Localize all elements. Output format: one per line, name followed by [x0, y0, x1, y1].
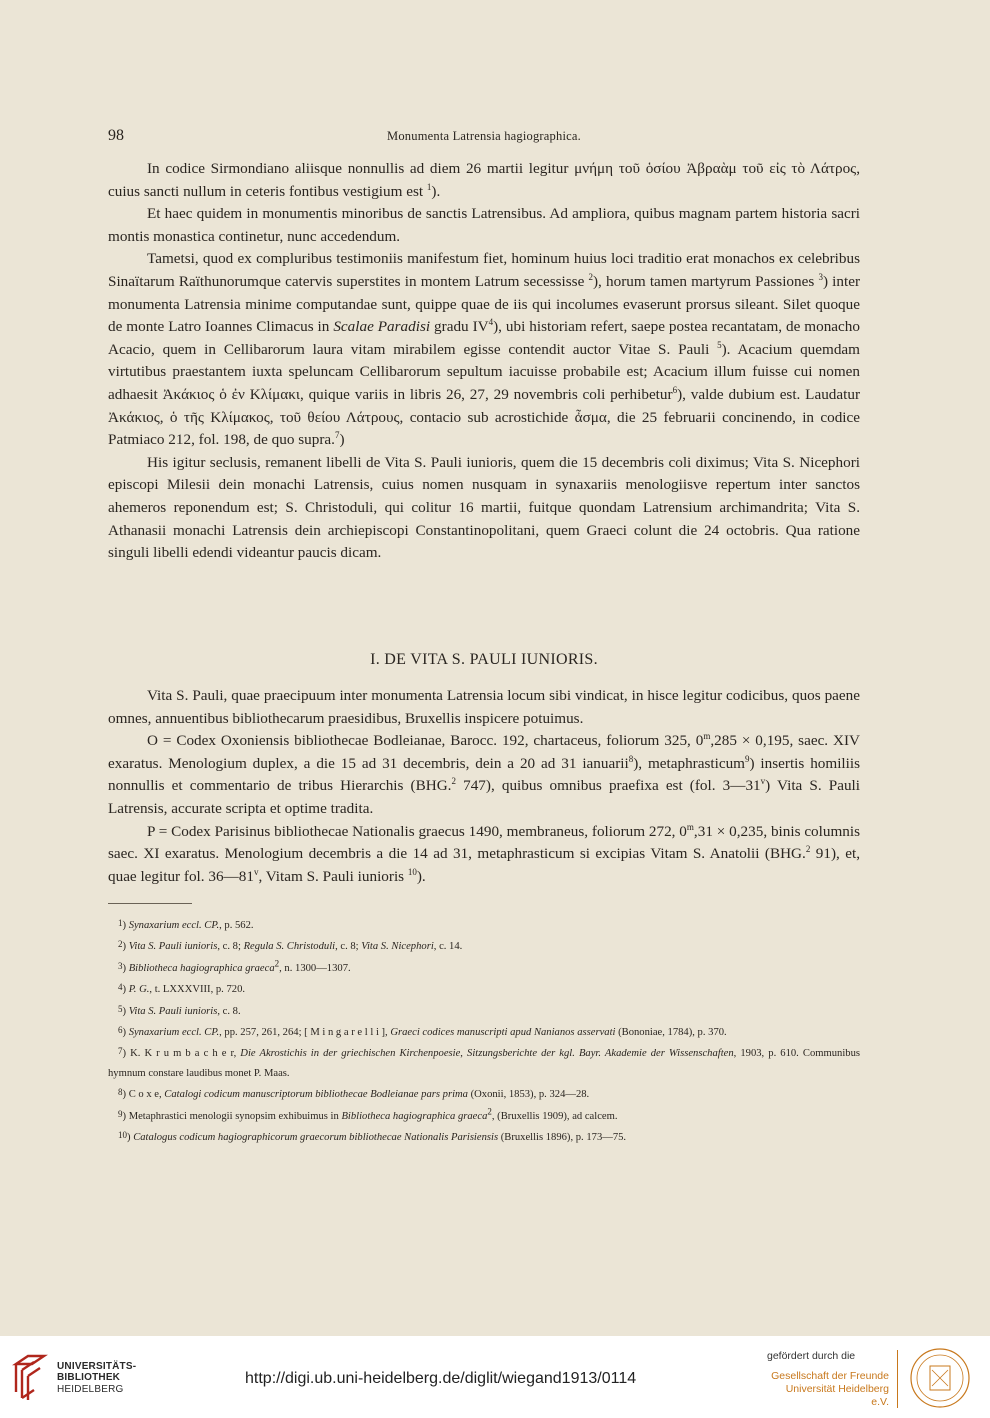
paragraph: O = Codex Oxoniensis bibliothecae Bodleianae, Barocc. 192, chartaceus, foliorum 325, $0^m,285 \times 0,195$, saec. XIV exaratus. Menologium duplex, a die 15 ad 31 decembris, dein a 20 ad 31 ianuarii$^8$), metaphrasticum$^9$) insertis homiliis nonnullis et commentario de tribus Hierarchis (BHG.$^2$ 747), quibus omnibus praefixa est (fol. 3—31$^v$) Vita S. Pauli Latrensis, accurate scripta et optime tradita.	[108, 731, 860, 817]
footnote: 4) P. G., t. LXXXVIII, p. 720.	[118, 982, 246, 996]
footnote-ref: 1	[426, 181, 432, 192]
running-title: Monumenta Latrensia hagiographica.	[387, 129, 581, 143]
paragraph: Et haec quidem in monumentis minoribus de sanctis Latrensibus. Ad ampliora, quibus magnam partem historia sacri montis monastica continetur, nunc accedendum.	[108, 205, 860, 245]
footnote: 8) C o x e, Catalogi codicum manuscriptorum bibliothecae Bodleianae pars prima (Oxonii, 1853), p. 324—28.	[118, 1087, 590, 1101]
university-seal-icon	[906, 1346, 974, 1410]
paragraph: Tametsi, quod ex compluribus testimoniis manifestum fiet, hominum huius loci traditio erat monachos ex celebribus Sinaïtarum Raïthunorumque catervis superstites in montem Latrum secessisse $^2$), horum tamen martyrum Passiones $^3$) inter monumenta Latrensia minime computandae sunt, quippe quae de iis qui incolumes evaserunt prorsus sileant. Silet quoque de monte Latro Ioannes Climacus in Scalae Paradisi gradu $IV^4$), ubi historiam refert, saepe postea recantatam, de monacho Acacio, quem in Cellibarorum laura vitam mirabilem egisse contendit auctor Vitae S. Pauli $^5$). Acacium quemdam virtutibus praestantem iuxta speluncam Cellibarorum sepultum iacuisse probabile est; Acacium illum fuisse cui nomen adhaesit Ἀκάκιος ὁ ἐν Κλίμακι, quique variis in libris 26, 27, 29 novembris coli perhibetur$^6$), valde dubium est. Laudatur Ἀκάκιος, ὁ τῆς Κλίμακος, τοῦ θείου Λάτρους, contacio sub acrostichide ἆσμα, die 25 februarii concinendo, in codice Patmiaco 212, fol. 198, de quo supra.$^7$)	[108, 250, 861, 449]
footnote-divider	[108, 903, 192, 904]
university-library-logo-icon	[10, 1354, 50, 1402]
paragraph: Vita S. Pauli, quae praecipuum inter monumenta Latrensia locum sibi vindicat, in hisce legitur codicibus, quos paene omnes, annuentibus bibliothecarum praesidibus, Bruxellis inspicere potuimus.	[108, 687, 860, 727]
section-text	[108, 685, 860, 888]
paragraph: P = Codex Parisinus bibliothecae Nationalis graecus 1490, membraneus, foliorum 272, $0^m,31 \times 0,235$, binis columnis saec. XI exaratus. Menologium decembris a die 14 ad 31, metaphrasticum si excipias Vitam S. Anatolii (BHG.$^2$ 91), et, quae legitur fol. 36—81$^v$, Vitam S. Pauli iunioris $^{10}$).	[108, 821, 861, 885]
permalink-url[interactable]: http://digi.ub.uni-heidelberg.de/diglit/wiegand1913/0114	[245, 1370, 637, 1387]
library-name: UNIVERSITÄTS- BIBLIOTHEK HEIDELBERG	[57, 1361, 137, 1395]
footnotes	[108, 914, 860, 1147]
paragraph: In codice Sirmondiano aliisque nonnullis ad diem 26 martii legitur μνήμη τοῦ ὁσίου Ἀβραὰμ τοῦ εἰς τὸ Λάτρος, cuius sancti nullum in ceteris fontibus vestigium est $^1$).	[108, 160, 860, 200]
footnote: 5) Vita S. Pauli iunioris, c. 8.	[118, 1003, 241, 1017]
paragraph: His igitur seclusis, remanent libelli de Vita S. Pauli iunioris, quem die 15 decembris coli diximus; Vita S. Nicephori episcopi Milesii dein monachi Latrensis, cuius nomen nusquam in synaxariis menologiisve repertum inter sanctos ahemeros reponendum est; S. Christoduli, qui colitur 16 martii, fuitque quondam Latrensium archimandrita; Vita S. Athanasii monachi Latrensis dein archiepiscopi Constantinopolitani, quem Graeci colunt die 24 octobris. Qua ratione singuli libelli edendi videantur paucis dicam.	[108, 453, 860, 562]
footnote: 1) Synaxarium eccl. CP., p. 562.	[118, 918, 254, 931]
digitization-footer	[0, 1336, 990, 1418]
footnote: 9) Metaphrastici menologii synopsim exhibuimus in Bibliotheca hagiographica graeca$^2$, (Bruxellis 1909), ad calcem.	[118, 1106, 618, 1122]
intro-text	[108, 158, 860, 565]
footnote: 10) Catalogus codicum hagiographicorum graecorum bibliothecae Nationalis Parisiensis (Bruxellis 1896), p. 173—75.	[118, 1130, 627, 1144]
sponsor-name: Gesellschaft der Freunde Universität Heidelberg e.V.	[771, 1370, 889, 1408]
page-number: 98	[108, 127, 124, 144]
running-head	[108, 127, 860, 147]
sponsor-divider	[897, 1350, 898, 1408]
sponsor-label: gefördert durch die	[767, 1350, 856, 1362]
section-title: I. DE VITA S. PAULI IUNIORIS.	[370, 651, 598, 668]
footnote: 6) Synaxarium eccl. CP., pp. 257, 261, 264; [ M i n g a r e l l i ], Graeci codices manuscripti apud Nanianos asservati (Bononiae, 1784), p. 370.	[118, 1025, 727, 1039]
footnote: 3) Bibliotheca hagiographica graeca$^2$, n. 1300—1307.	[118, 958, 351, 974]
footnote: 2) Vita S. Pauli iunioris, c. 8; Regula S. Christoduli, c. 8; Vita S. Nicephori, c. 14.	[118, 939, 463, 953]
footnote: 7) K. K r u m b a c h e r, Die Akrostichis in der griechischen Kirchenpoesie, Sitzungsberichte der kgl. Bayr. Akademie der Wissenschaften, 1903, p. 610. Communibus hymnum constare laudibus monet P. Maas.	[108, 1046, 860, 1079]
